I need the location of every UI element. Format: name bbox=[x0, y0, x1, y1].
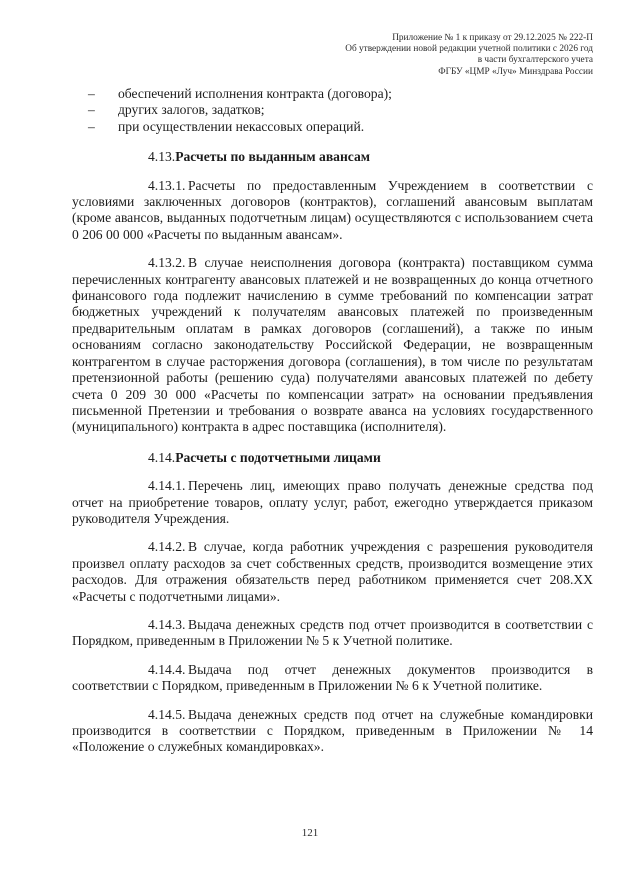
approval-stamp bbox=[72, 33, 593, 78]
section-heading-4-13 bbox=[72, 149, 593, 165]
paragraph-4-14-1 bbox=[72, 478, 593, 527]
list-item-text: других залогов, задатков; bbox=[118, 102, 265, 118]
paragraph-number: 4.14.4. bbox=[148, 661, 186, 677]
list-item-text: обеспечений исполнения контракта (договора); bbox=[118, 86, 392, 101]
list-item bbox=[72, 86, 593, 102]
paragraph-number: 4.14.1. bbox=[148, 478, 186, 494]
paragraph-number: 4.14.3. bbox=[148, 616, 186, 632]
paragraph-text: Выдача денежных средств под отчет производится в соответствии с Порядком, приведенным в Приложении № 5 к Учетной политике. bbox=[72, 616, 593, 649]
paragraph-text: Перечень лиц, имеющих право получать денежные средства под отчет на приобретение товаров, оплату услуг, работ, ежегодно утверждается приказом руководителя Учреждения. bbox=[72, 478, 593, 526]
paragraph-text: В случае неисполнения договора (контракта) поставщиком сумма перечисленных контрагенту авансовых платежей и не возвращенных до конца отчетного финансового года подлежит начислению в сумме требований по компенсации затрат бюджетных учреждений к получателям авансовых платежей по произведенным предварительным оплатам в рамках договоров (соглашений), а также по иным основаниям согласно законодательству Российской Федерации, не возвращенным контрагентом в случае расторжения договора (соглашения), в том числе по результатам претензионной работы (решению суда) получателями авансовых платежей по дебету счета 0 209 30 000 «Расчеты по компенсации затрат» на основании предъявления письменной Претензии и требования о возврате аванса на условиях государственного (муниципального) контракта в адрес поставщика (исполнителя). bbox=[72, 255, 593, 435]
dash-marker: – bbox=[88, 102, 95, 118]
paragraph-number: 4.14.2. bbox=[148, 539, 186, 555]
paragraph-4-13-1 bbox=[72, 178, 593, 244]
approval-stamp-line: в части бухгалтерского учета bbox=[477, 55, 593, 66]
paragraph-4-14-4 bbox=[72, 662, 593, 695]
paragraph-text: В случае, когда работник учреждения с разрешения руководителя произвел оплату расходов за счет собственных средств, производится возмещение этих расходов. Для отражения обязательств перед работником применяется счет 208.ХХ «Расчеты с подотчетными лицами». bbox=[72, 539, 593, 604]
paragraph-4-13-2 bbox=[72, 255, 593, 435]
paragraph-text: Выдача под отчет денежных документов производится в соответствии с Порядком, приведенным в Приложении № 6 к Учетной политике. bbox=[72, 661, 593, 694]
paragraph-4-14-5 bbox=[72, 707, 593, 756]
paragraph-number: 4.14.5. bbox=[148, 706, 186, 722]
section-heading-4-14 bbox=[72, 450, 593, 466]
approval-stamp-line: Приложение № 1 к приказу от 29.12.2025 № 222-П bbox=[392, 33, 593, 43]
list-item bbox=[72, 119, 593, 135]
page-number: 121 bbox=[301, 827, 319, 839]
list-item bbox=[72, 102, 593, 118]
paragraph-4-14-2 bbox=[72, 539, 593, 605]
list-item-text: при осуществлении некассовых операций. bbox=[118, 118, 365, 134]
paragraph-text: Расчеты по предоставленным Учреждением в соответствии с условиями заключенных договоров (контрактов), соглашений авансовым выплатам (кроме авансов, выданных подотчетным лицам) осуществляются с использованием счета 0 206 00 000 «Расчеты по выданным авансам». bbox=[72, 177, 593, 242]
dash-marker: – bbox=[88, 86, 95, 101]
paragraph-4-14-3 bbox=[72, 617, 593, 650]
section-number: 4.14. bbox=[148, 449, 176, 465]
document-body bbox=[72, 86, 593, 756]
paragraph-number: 4.13.2. bbox=[148, 255, 186, 271]
section-number: 4.13. bbox=[148, 149, 176, 165]
dash-marker: – bbox=[88, 118, 95, 134]
approval-stamp-line: Об утверждении новой редакции учетной политики с 2026 год bbox=[345, 44, 593, 55]
section-title: Расчеты по выданным авансам bbox=[175, 149, 371, 165]
section-title: Расчеты с подотчетными лицами bbox=[175, 449, 381, 465]
approval-stamp-line: ФГБУ «ЦМР «Луч» Минздрава России bbox=[438, 66, 593, 77]
bullet-list bbox=[72, 86, 593, 135]
paragraph-number: 4.13.1. bbox=[148, 177, 186, 193]
paragraph-text: Выдача денежных средств под отчет на служебные командировки производится в соответствии с Порядком, приведенным в Приложении № 14 «Положение о служебных командировках». bbox=[72, 706, 593, 755]
